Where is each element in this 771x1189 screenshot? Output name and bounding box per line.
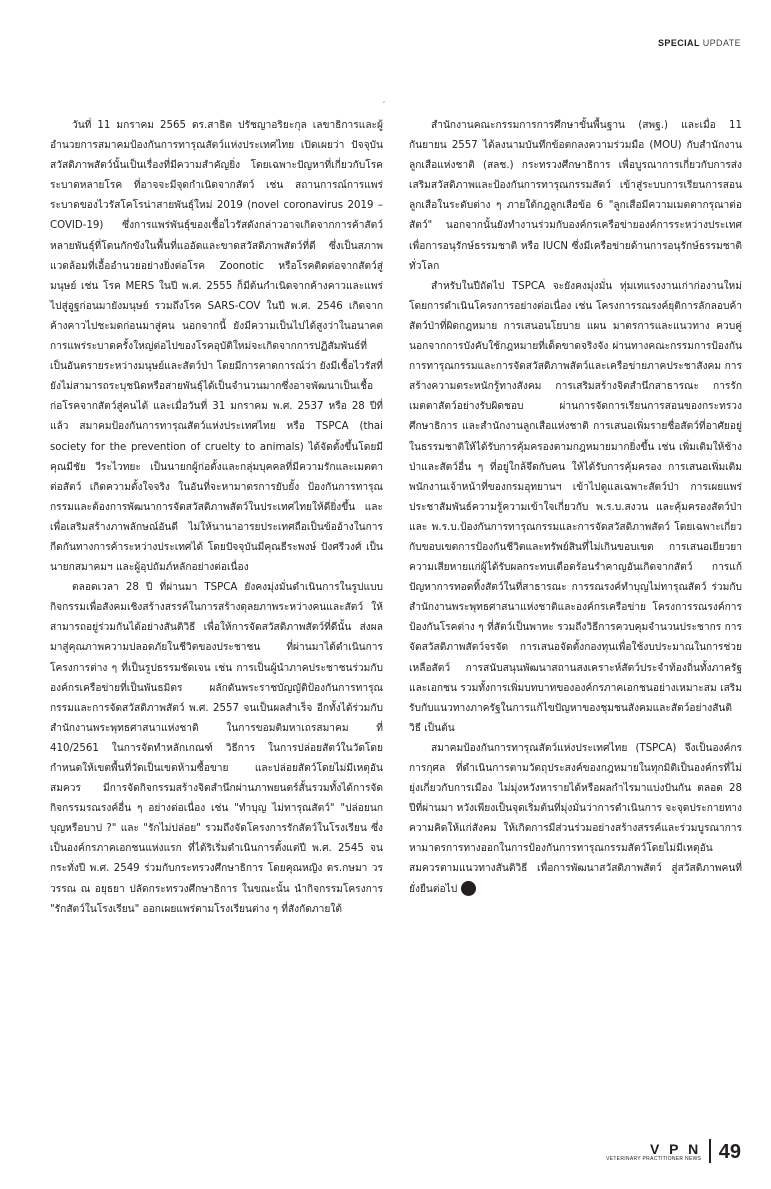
paragraph: สำหรับในปีถัดไป TSPCA จะยังคงมุ่งมั่น ทุ่มเทแรงงานเก่าก่องานใหม่โดยการดำเนินโครงการอย่างต่อเนื่อง เช่น โครงการรณรงค์ยุติการลักลอบค้าสัตว์ป่าที่ผิดกฎหมาย การเสนอนโยบาย แผน มาตรการและแนวทาง ควบคู่นอกจากการบังคับใช้กฎหมายที่เด็ดขาดจริงจัง ผ่านทางคณะกรรมการป้องกันการทารุณกรรมและการจัดสวัสดิภาพสัตว์และเครือข่ายภาคประชาสังคม การสร้างความตระหนักรู้ทางสังคม การเสริมสร้างจิตสำนึกสาธารณะ การรักเมตตาสัตว์อย่างรับผิดชอบ ผ่านการจัดการเรียนการสอนของกระทรวงศึกษาธิการ และสำนักงานลูกเสือแห่งชาติ การเสนอเพิ่มรายชื่อสัตว์ที่อาศัยอยู่ในธรรมชาติให้ได้รับการคุ้มครองตามกฎหมายมากยิ่งขึ้น เช่น เพิ่มเติมให้ช้างป่าและสัตว์อื่น ๆ ที่อยู่ใกล้จึดกับคน ให้ได้รับการคุ้มครอง การเสนอเพิ่มเติมพนักงานเจ้าหน้าที่ของกรมอุทยานฯ เข้าไปดูแลเฉพาะสัตว์ป่า การเผยแพร่ประชาสัมพันธ์ความรู้ความเข้าใจเกี่ยวกับ พ.ร.บ.สงวน และคุ้มครองสัตว์ป่าและ พ.ร.บ.ป้องกันการทารุณกรรมและการจัดสวัสดิภาพสัตว์ โดยเฉพาะเกี่ยวกับขอบเขตการป้องกันชีวิตและทรัพย์สินที่ไม่เกินขอบเขต การเสนอเยียวยาความเสียหายแก่ผู้ได้รับผลกระทบเดือดร้อนรำคาญอันเกิดจากสัตว์ การแก้ปัญหาการทอดทิ้งสัตว์ในที่สาธารณะ การรณรงค์ทำบุญไม่ทารุณสัตว์ ร่วมกับสำนักงานพระพุทธศาสนาแห่งชาติและองค์กรเครือข่าย โครงการรณรงค์การป้องกันโรคต่าง ๆ ที่สัตว์เป็นพาหะ รวมถึงวิธีการควบคุมจำนวนประชากร การจัดสวัสดิภาพสัตว์จรจัด การเสนอจัดตั้งกองทุนเพื่อใช้งบประมาณในการช่วยเหลือสัตว์ การสนับสนุนพัฒนาสถานสงเคราะห์สัตว์ประจำท้องถิ่นทั้งภาครัฐและเอกชน รวมทั้งการเพิ่มบทบาทขององค์กรภาคเอกชนอย่างเหมาะสม เสริมรับกับแนวทางภาครัฐในการแก้ไขปัญหาของชุมชนสังคมและสัตว์อย่างสันติวิธี เป็นต้น bbox=[409, 280, 742, 734]
left-column bbox=[50, 116, 383, 920]
paragraph-closing bbox=[409, 739, 742, 900]
page-footer bbox=[606, 1133, 741, 1163]
footer-brand bbox=[606, 1142, 701, 1163]
section-header bbox=[658, 38, 741, 48]
brand-logo: V P N bbox=[649, 1141, 702, 1157]
paragraph: ตลอดเวลา 28 ปี ที่ผ่านมา TSPCA ยังคงมุ่งมั่นดำเนินการในรูปแบบกิจกรรมเพื่อสังคมเชิงสร้างสรรค์ในการสร้างดุลยภาพระหว่างคนและสัตว์ ให้สามารถอยู่ร่วมกันได้อย่างสันติวิธี เพื่อให้การจัดสวัสดิภาพสัตว์ที่ดีนั้น ส่งผลมาสู่คุณภาพความปลอดภัยในชีวิตของประชาชน ที่ผ่านมาได้ดำเนินการโครงการต่าง ๆ ที่เป็นรูปธรรมชัดเจน เช่น การเป็นผู้นำภาคประชาชนร่วมกับองค์กรเครือข่ายที่เป็นพันธมิตร ผลักดันพระราชบัญญัติป้องกันการทารุณกรรมและการจัดสวัสดิภาพสัตว์ พ.ศ. 2557 จนเป็นผลสำเร็จ อีกทั้งได้ร่วมกับสำนักงานพระพุทธศาสนาแห่งชาติ ในการขอมติมหาเถรสมาคม ที่ 410/2561 ในการจัดทำหลักเกณฑ์ วิธีการ ในการปล่อยสัตว์ในวัดโดยกำหนดให้เขตพื้นที่วัดเป็นเขตห้ามซื้อขาย และปล่อยสัตว์โดยไม่มีเหตุอันสมควร มีการจัดกิจกรรมสร้างจิตสำนึกผ่านภาพยนตร์สั้นรวมทั้งได้การจัดกิจกรรมรณรงค์อื่น ๆ อย่างต่อเนื่อง เช่น "ทำบุญ ไม่ทารุณสัตว์" "ปล่อยนก บุญหรือบาป ?" และ "รักไม่ปล่อย" รวมถึงจัดโครงการรักสัตว์ในโรงเรียน ซึ่งเป็นองค์กรภาคเอกชนแห่งแรก ที่ได้ริเริ่มดำเนินการตั้งแต่ปี พ.ศ. 2545 จนกระทั่งปี พ.ศ. 2549 ร่วมกับกระทรวงศึกษาธิการ โดยคุณหญิง ดร.กษมา วรวรรณ ณ อยุธยา ปลัดกระทรวงศึกษาธิการ ในขณะนั้น นำกิจกรรมโครงการ "รักสัตว์ในโรงเรียน" ออกเผยแพร่ตามโรงเรียนต่าง ๆ ที่สังกัดภายใต้ bbox=[50, 582, 383, 915]
vpn-end-mark-icon: VPN bbox=[461, 881, 476, 896]
brand-subtitle: VETERINARY PRACTITIONER NEWS bbox=[606, 1156, 702, 1162]
paragraph: สำนักงานคณะกรรมการการศึกษาขั้นพื้นฐาน (สพฐ.) และเมื่อ 11 กันยายน 2557 ได้ลงนามบันทึกข้อตกลงความร่วมมือ (MOU) กับสำนักงานลูกเสือแห่งชาติ (สลช.) กระทรวงศึกษาธิการ เพื่อบูรณาการเกี่ยวกับการส่งเสริมสวัสดิภาพและป้องกันการทารุณกรรมสัตว์ เข้าสู่ระบบการเรียนการสอนลูกเสือในระดับต่าง ๆ ภายใต้กฎลูกเสือข้อ 6 "ลูกเสือมีความเมตตากรุณาต่อสัตว์" นอกจากนั้นยังทำงานร่วมกับองค์กรเครือข่ายองค์การระหว่างประเทศเพื่อการอนุรักษ์ธรรมชาติ หรือ IUCN ซึ่งมีเครือข่ายด้านการอนุรักษ์ธรรมชาติทั่วโลก bbox=[409, 120, 742, 272]
section-label-bold: SPECIAL bbox=[658, 38, 700, 48]
section-label-light: UPDATE bbox=[702, 38, 741, 48]
footer-divider bbox=[709, 1139, 711, 1163]
page-number: 49 bbox=[718, 1141, 741, 1163]
stray-mark: ′ bbox=[383, 101, 386, 111]
right-column bbox=[409, 116, 742, 900]
paragraph-text: สมาคมป้องกันการทารุณสัตว์แห่งประเทศไทย (TSPCA) จึงเป็นองค์กรการกุศล ที่ดำเนินการตามวัตถุประสงค์ของกฎหมายในทุกมิติเป็นองค์กรที่ไม่ยุ่งเกี่ยวกับการเมือง ไม่มุ่งหวังหารายได้หรือผลกำไรมาแบ่งปันกัน ตลอด 28 ปีที่ผ่านมา หวังเพียงเป็นจุดเริ่มต้นที่มุ่งมั่นว่าการดำเนินการ จะจุดประกายทางความคิดให้แก่สังคม ให้เกิดการมีส่วนร่วมอย่างสร้างสรรค์และร่วมบูรณาการ หามาตรการทางออกในการป้องกันการทารุณกรรมสัตว์โดยไม่มีเหตุอันสมควรตามแนวทางสันติวิธี เพื่อการพัฒนาสวัสดิภาพสัตว์ สู่สวัสดิภาพคนที่ยั่งยืนต่อไป bbox=[409, 742, 742, 895]
paragraph: วันที่ 11 มกราคม 2565 ดร.สาธิต ปรัชญาอริยะกุล เลขาธิการและผู้อำนวยการสมาคมป้องกันการทารุณสัตว์แห่งประเทศไทย เปิดเผยว่า ปัจจุบันสวัสดิภาพสัตว์นั้นเป็นเรื่องที่มีความสำคัญยิ่ง โดยเฉพาะปัญหาที่เกี่ยวกับโรคระบาดหลายโรค ที่อาจจะมีจุดกำเนิดจากสัตว์ เช่น สถานการณ์การแพร่ระบาดของไวรัสโคโรน่าสายพันธุ์ใหม่ 2019 (novel coronavirus 2019 – COVID-19) ซึ่งการแพร่พันธุ์ของเชื้อไวรัสดังกล่าวอาจเกิดจากการค้าสัตว์หลายพันธุ์ที่โดนกักขังในพื้นที่แออัดและขาดสวัสดิภาพสัตว์ที่ดี ซึ่งเป็นสภาพแวดล้อมที่เอื้ออำนวยอย่างยิ่งต่อโรค Zoonotic หรือโรคติดต่อจากสัตว์สู่มนุษย์ เช่น โรค MERS ในปี พ.ศ. 2555 ก็มีต้นกำเนิดจากค้างคาวและแพร่ไปสู่อูฐก่อนมายังมนุษย์ รวมถึงโรค SARS-COV ในปี พ.ศ. 2546 เกิดจากค้างคาวไปชะมดก่อนมาสู่คน นอกจากนี้ ยังมีความเป็นไปได้สูงว่าในอนาคตการแพร่ระบาดครั้งใหญ่ต่อไปของโรคอุบัติใหม่จะเกิดจากการปฏิสัมพันธ์ที่เป็นอันตรายระหว่างมนุษย์และสัตว์ป่า โดยมีการคาดการณ์ว่า ยังมีเชื้อไวรัสที่ยังไม่สามารถระบุชนิดหรือสายพันธุ์ได้เป็นจำนวนมากซึ่งอาจพัฒนาเป็นเชื้อก่อโรคจากสัตว์สู่คนได้ และเมื่อวันที่ 31 มกราคม พ.ศ. 2537 หรือ 28 ปีที่แล้ว สมาคมป้องกันการทารุณสัตว์แห่งประเทศไทย หรือ TSPCA (thai society for the prevention of cruelty to animals) ได้จัดตั้งขึ้นโดยมีคุณมีชัย วีระไวทยะ เป็นนายกผู้ก่อตั้งและกลุ่มบุคคลที่มีความรักและเมตตาต่อสัตว์ เกิดความตั้งใจจริง ในอันที่จะหามาตรการยับยั้ง ป้องกันการทารุณกรรมและต้องการพัฒนาการจัดสวัสดิภาพสัตว์ในประเทศไทยให้ดียิ่งขึ้น และเพื่อเสริมสร้างภาพลักษณ์อันดี ไม่ให้นานาอารยประเทศถือเป็นข้ออ้างในการกีดกันทางการค้าระหว่างประเทศได้ โดยปัจจุบันมีคุณธีระพงษ์ ปังศรีวงศ์ เป็นนายกสมาคมฯ และผู้อุปถัมภ์หลักอย่างต่อเนื่อง bbox=[50, 120, 383, 574]
